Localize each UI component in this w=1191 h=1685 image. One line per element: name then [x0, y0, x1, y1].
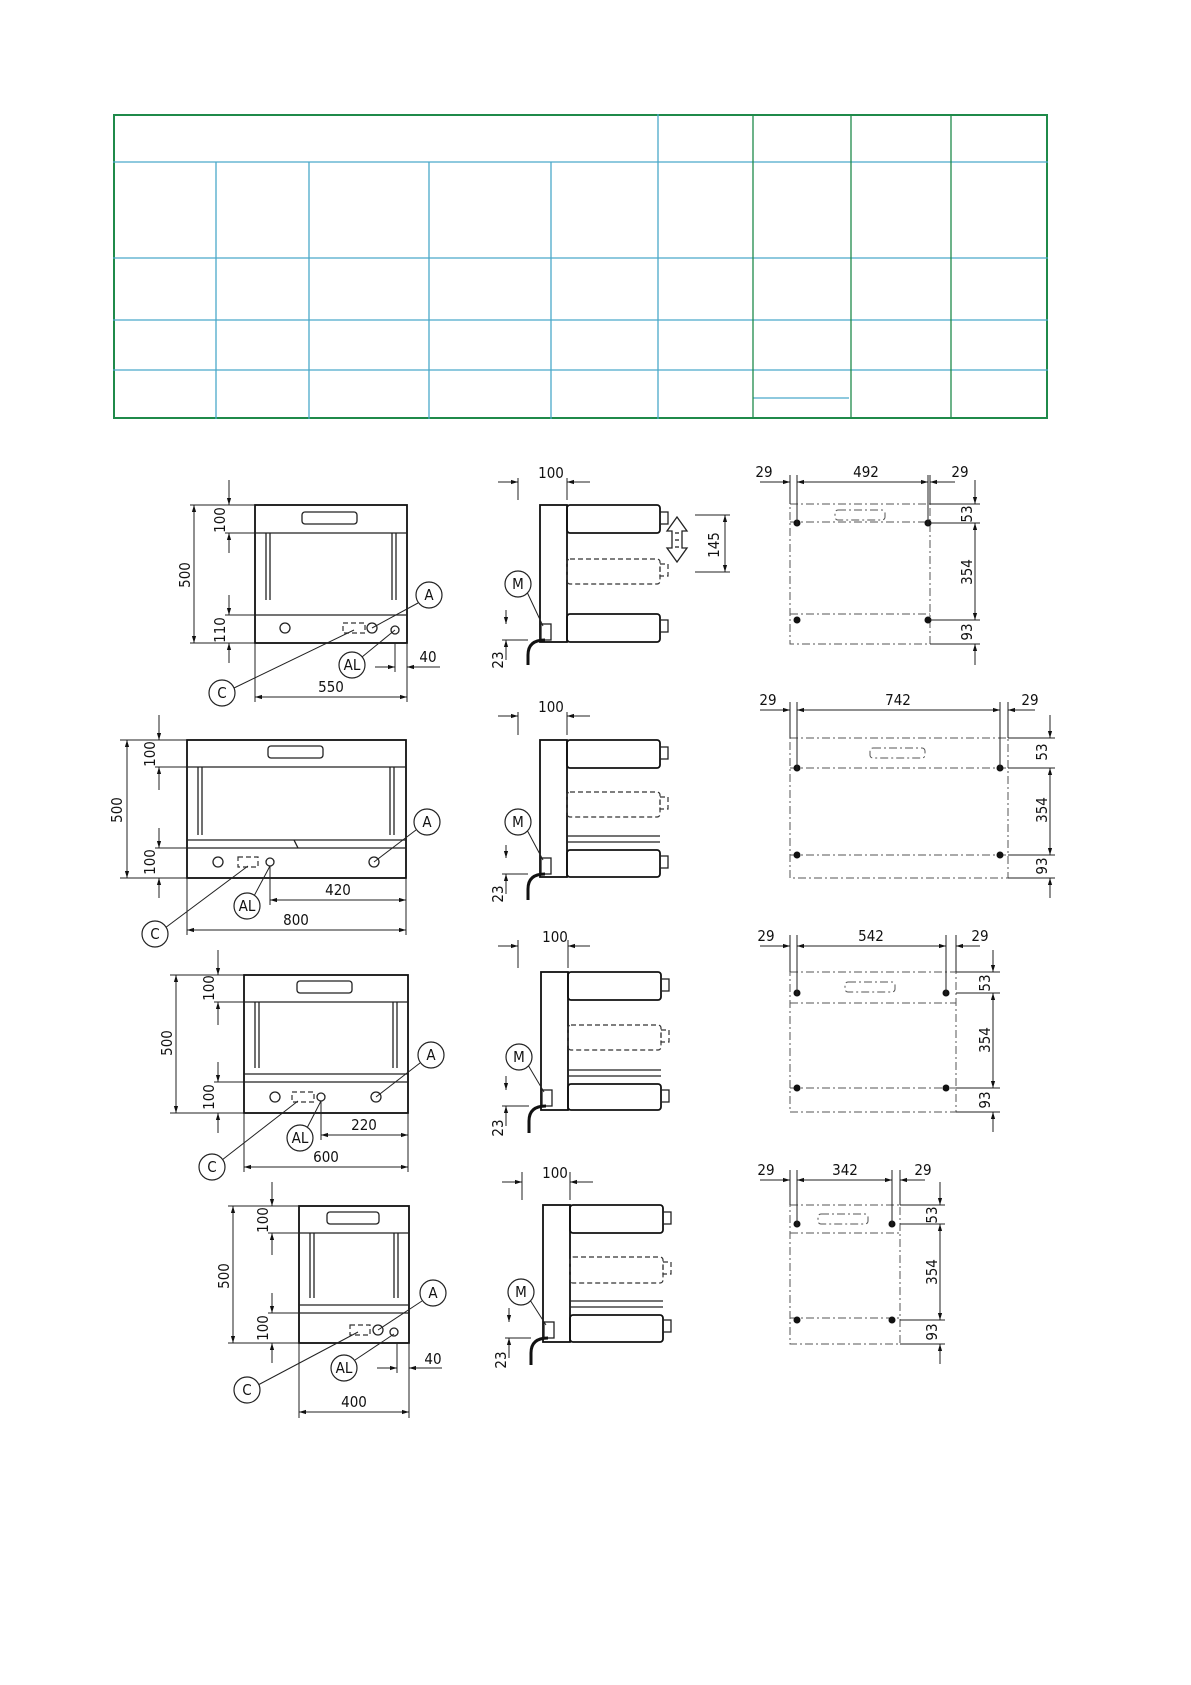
svg-text:M: M — [513, 1048, 525, 1066]
dim-mid: 354 — [976, 1027, 994, 1053]
dim-left: 29 — [757, 1161, 775, 1179]
dim-left: 29 — [755, 463, 773, 481]
dim-travel: 145 — [705, 532, 723, 558]
side-view-4 — [492, 1164, 671, 1369]
dim-height: 500 — [215, 1263, 233, 1289]
dim-span: 492 — [853, 463, 879, 481]
dim-offset: 420 — [325, 881, 351, 899]
dim-mid: 354 — [958, 559, 976, 585]
dim-height: 500 — [108, 797, 126, 823]
svg-text:A: A — [426, 1046, 436, 1064]
dim-bottom: 93 — [923, 1323, 941, 1341]
svg-text:A: A — [428, 1284, 438, 1302]
plan-view-3 — [757, 927, 1000, 1132]
front-view-2 — [108, 715, 440, 947]
dim-span: 542 — [858, 927, 884, 945]
dim-height: 500 — [158, 1030, 176, 1056]
front-view-4 — [215, 1182, 446, 1418]
dim-top: 100 — [211, 507, 229, 533]
plan-view-1 — [755, 463, 980, 665]
svg-text:AL: AL — [291, 1129, 309, 1147]
dim-right: 29 — [1021, 691, 1039, 709]
svg-text:AL: AL — [335, 1359, 353, 1377]
dim-bottom: 93 — [958, 623, 976, 641]
dim-cable: 23 — [489, 885, 507, 903]
svg-text:C: C — [242, 1381, 252, 1399]
front-view-3 — [158, 950, 444, 1180]
dim-depth: 100 — [538, 698, 564, 716]
dim-cable: 23 — [489, 1119, 507, 1137]
dim-left: 29 — [759, 691, 777, 709]
dim-depth: 100 — [542, 928, 568, 946]
svg-text:C: C — [207, 1158, 217, 1176]
dim-right: 29 — [951, 463, 969, 481]
plan-view-2 — [759, 691, 1055, 898]
dim-mid: 354 — [1033, 797, 1051, 823]
dim-mid: 354 — [923, 1259, 941, 1285]
svg-text:A: A — [424, 586, 434, 604]
plan-view-4 — [757, 1161, 945, 1364]
dim-top: 53 — [976, 974, 994, 992]
dim-top: 100 — [141, 741, 159, 767]
side-view-2 — [489, 698, 668, 903]
dim-bottom: 110 — [211, 617, 229, 643]
dim-offset: 40 — [419, 648, 437, 666]
dim-bottom: 100 — [200, 1084, 218, 1110]
side-view-3 — [489, 928, 669, 1137]
svg-text:C: C — [150, 925, 160, 943]
svg-text:M: M — [512, 575, 524, 593]
dim-right: 29 — [971, 927, 989, 945]
dim-span: 742 — [885, 691, 911, 709]
dim-cable: 23 — [492, 1351, 510, 1369]
svg-text:A: A — [422, 813, 432, 831]
dim-bottom: 93 — [1033, 857, 1051, 875]
svg-text:C: C — [217, 684, 227, 702]
svg-text:AL: AL — [343, 656, 361, 674]
svg-text:AL: AL — [238, 897, 256, 915]
dim-width: 400 — [341, 1393, 367, 1411]
dim-width: 600 — [313, 1148, 339, 1166]
dim-cable: 23 — [489, 651, 507, 669]
dim-depth: 100 — [538, 464, 564, 482]
dim-top: 53 — [923, 1206, 941, 1224]
dim-bottom: 93 — [976, 1091, 994, 1109]
dim-span: 342 — [832, 1161, 858, 1179]
dim-top: 53 — [1033, 743, 1051, 761]
front-view-1 — [176, 480, 442, 706]
dim-top: 100 — [200, 975, 218, 1001]
dim-height: 500 — [176, 562, 194, 588]
dim-width: 550 — [318, 678, 344, 696]
dim-top: 53 — [958, 505, 976, 523]
dim-right: 29 — [914, 1161, 932, 1179]
dim-bottom: 100 — [141, 849, 159, 875]
dim-offset: 40 — [424, 1350, 442, 1368]
svg-text:M: M — [512, 813, 524, 831]
dim-top: 100 — [254, 1207, 272, 1233]
svg-text:M: M — [515, 1283, 527, 1301]
dim-offset: 220 — [351, 1116, 377, 1134]
dim-bottom: 100 — [254, 1315, 272, 1341]
dim-left: 29 — [757, 927, 775, 945]
side-view-1 — [489, 464, 730, 669]
dim-depth: 100 — [542, 1164, 568, 1182]
dim-width: 800 — [283, 911, 309, 929]
